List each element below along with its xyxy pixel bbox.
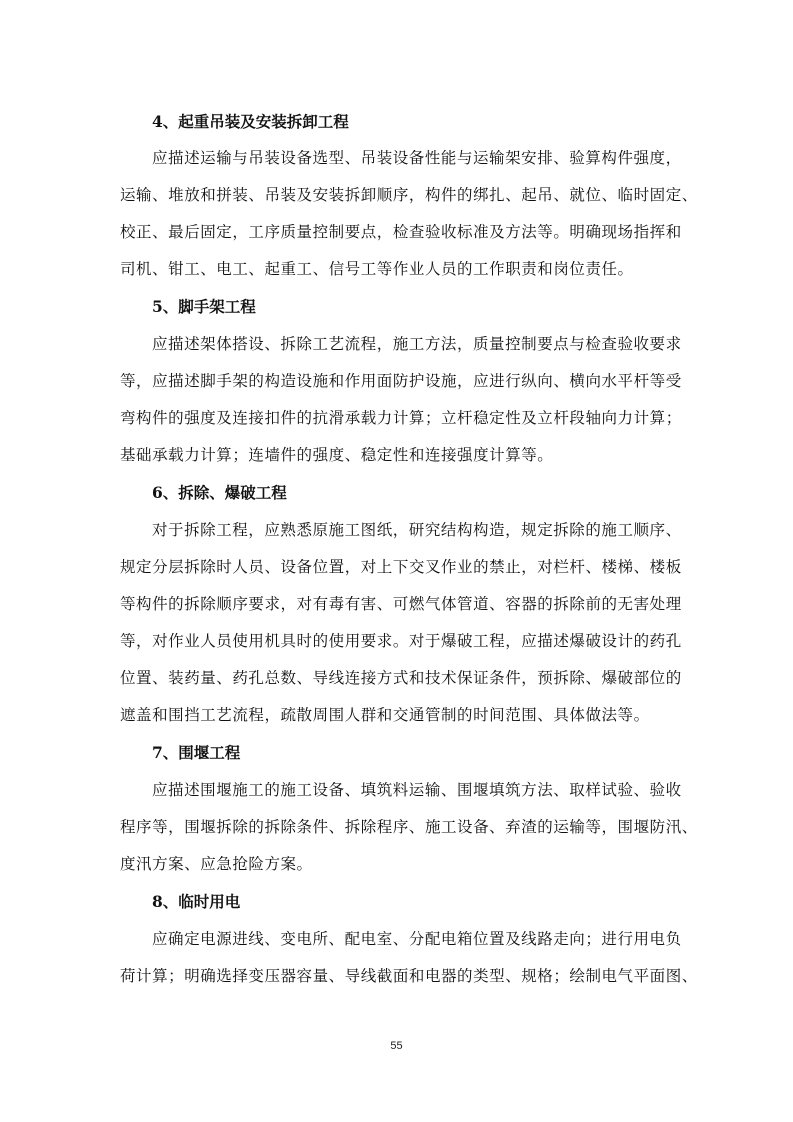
paragraph-line: 等构件的拆除顺序要求，对有毒有害、可燃气体管道、容器的拆除前的无害处理 bbox=[120, 595, 682, 613]
section-heading: 6、拆除、爆破工程 bbox=[152, 483, 287, 502]
section-heading: 7、围堰工程 bbox=[152, 743, 241, 762]
paragraph-line: 弯构件的强度及连接扣件的抗滑承载力计算；立杆稳定性及立杆段轴向力计算； bbox=[120, 409, 682, 427]
paragraph-line: 规定分层拆除时人员、设备位置，对上下交叉作业的禁止，对栏杆、楼梯、楼板 bbox=[120, 558, 682, 576]
paragraph-line: 荷计算；明确选择变压器容量、导线截面和电器的类型、规格；绘制电气平面图、 bbox=[120, 967, 698, 985]
paragraph-line: 应描述运输与吊装设备选型、吊装设备性能与运输架安排、验算构件强度， bbox=[152, 149, 682, 167]
paragraph-line: 程序等，围堰拆除的拆除条件、拆除程序、施工设备、弃渣的运输等，围堰防汛、 bbox=[120, 818, 698, 836]
paragraph-line: 应描述架体搭设、拆除工艺流程，施工方法，质量控制要点与检查验收要求 bbox=[152, 335, 682, 353]
paragraph-line: 应确定电源进线、变电所、配电室、分配电箱位置及线路走向；进行用电负 bbox=[152, 930, 682, 948]
paragraph-line: 基础承载力计算；连墙件的强度、稳定性和连接强度计算等。 bbox=[120, 446, 554, 464]
section-heading: 8、临时用电 bbox=[152, 892, 241, 911]
section-heading: 5、脚手架工程 bbox=[152, 297, 256, 316]
paragraph-line: 度汛方案、应急抢险方案。 bbox=[120, 855, 313, 873]
paragraph-line: 应描述围堰施工的施工设备、填筑料运输、围堰填筑方法、取样试验、验收 bbox=[152, 781, 682, 799]
paragraph-line: 运输、堆放和拼装、吊装及安装拆卸顺序，构件的绑扎、起吊、就位、临时固定、 bbox=[120, 186, 698, 204]
paragraph-line: 遮盖和围挡工艺流程，疏散周围人群和交通管制的时间范围、具体做法等。 bbox=[120, 706, 650, 724]
paragraph-line: 对于拆除工程，应熟悉原施工图纸，研究结构构造，规定拆除的施工顺序、 bbox=[152, 521, 682, 539]
paragraph-line: 司机、钳工、电工、起重工、信号工等作业人员的工作职责和岗位责任。 bbox=[120, 260, 634, 278]
paragraph-line: 位置、装药量、药孔总数、导线连接方式和技术保证条件，预拆除、爆破部位的 bbox=[120, 669, 682, 687]
paragraph-line: 校正、最后固定，工序质量控制要点，检查验收标准及方法等。明确现场指挥和 bbox=[120, 223, 682, 241]
paragraph-line: 等，应描述脚手架的构造设施和作用面防护设施，应进行纵向、横向水平杆等受 bbox=[120, 372, 682, 390]
paragraph-line: 等，对作业人员使用机具时的使用要求。对于爆破工程，应描述爆破设计的药孔 bbox=[120, 632, 682, 650]
page-number: 55 bbox=[390, 1040, 403, 1052]
section-heading: 4、起重吊装及安装拆卸工程 bbox=[152, 112, 349, 131]
